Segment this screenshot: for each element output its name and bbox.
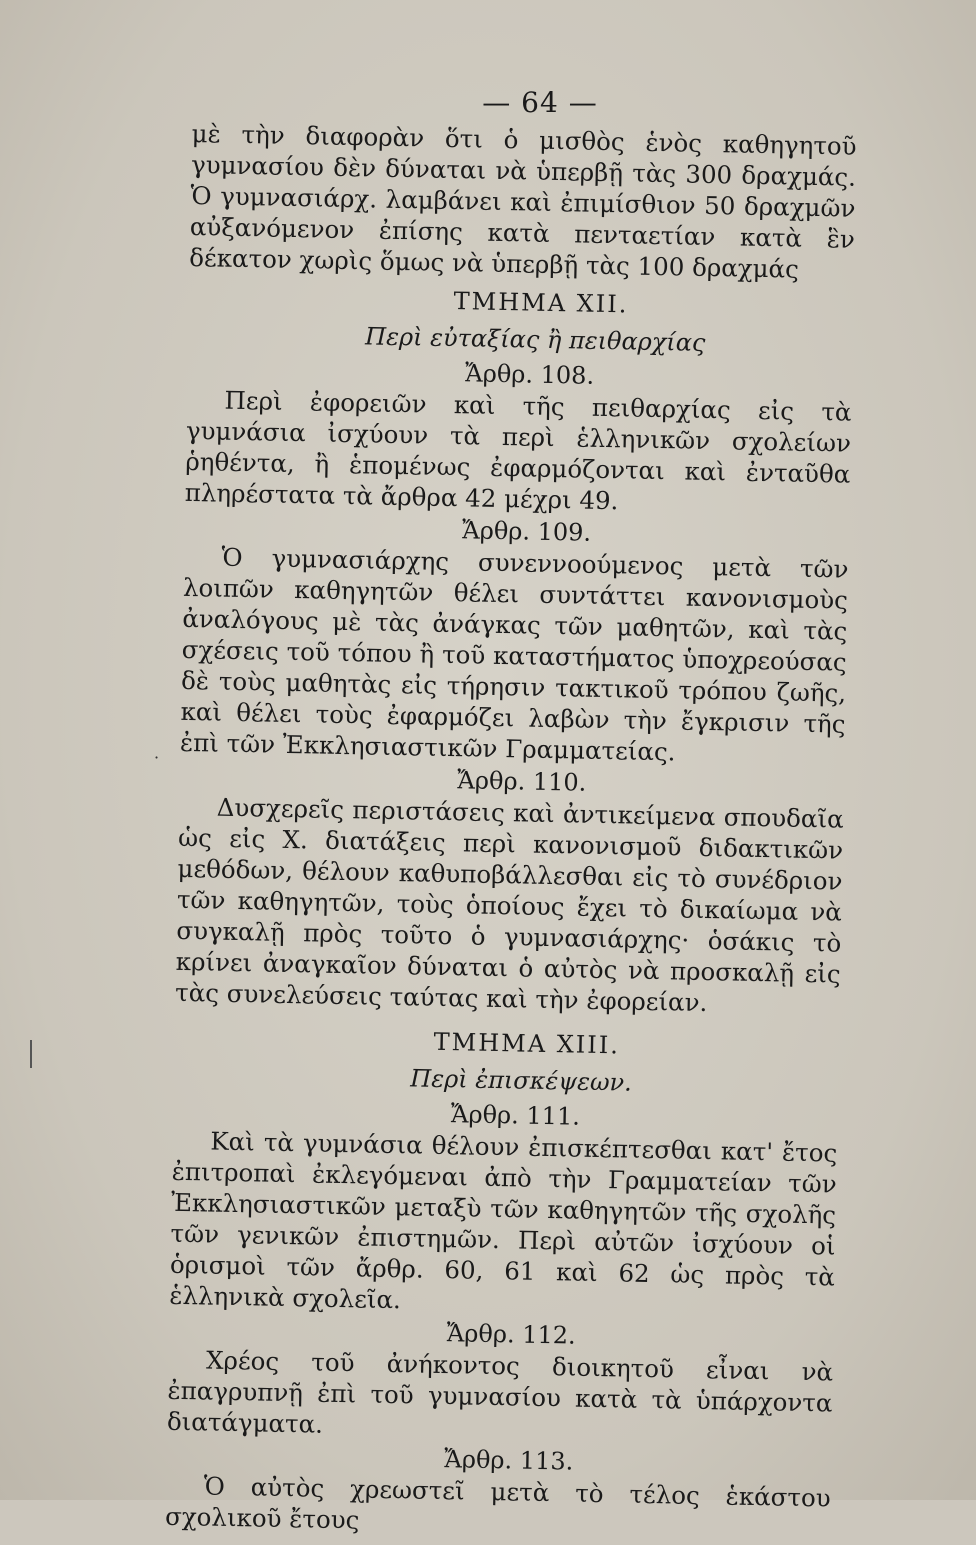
page-body [165, 118, 857, 1545]
article-109-text: Ὁ γυμνασιάρχης συνεννοούμενος μετὰ τῶν λοιπῶν καθηγητῶν θέλει συντάττει κανονισμοὺς ἀναλόγους μὲ τὰς ἀνάγκας τῶν μαθητῶν, καὶ τὰς σχέσεις τοῦ τόπου ἢ τοῦ καταστήματος ὑποχρεούσας δὲ τοὺς μαθητὰς εἰς τήρησιν τακτικοῦ τρόπου ζωῆς, καὶ θέλει τοὺς ἐφαρμόζει λαβὼν τὴν ἔγκρισιν τῆς ἐπὶ τῶν Ἐκκλησιαστικῶν Γραμματείας. [179, 542, 849, 767]
section-13-heading: ΤΜΗΜΑ XIII. [433, 1027, 621, 1060]
binding-mark [30, 1040, 32, 1068]
article-113-label: Ἄρθρ. 113. [444, 1445, 574, 1476]
article-110-label: Ἄρθρ. 110. [457, 766, 587, 797]
article-111-label: Ἄρθρ. 111. [450, 1100, 581, 1131]
article-108-text: Περὶ ἐφορειῶν καὶ τῆς πειθαρχίας εἰς τὰ γυμνάσια ἰσχύουν τὰ περὶ ἑλληνικῶν σχολείων ῥηθέντα, ἢ ἑπομένως ἐφαρμόζονται καὶ ἐνταῦθα πληρέστατα τὰ ἄρθρα 42 μέχρι 49. [184, 385, 852, 516]
article-108-label: Ἄρθρ. 108. [464, 359, 595, 390]
article-109-label: Ἄρθρ. 109. [461, 516, 592, 547]
article-113-text: Ὁ αὐτὸς χρεωστεῖ μετὰ τὸ τέλος ἑκάστου σχολικοῦ ἔτους [164, 1471, 831, 1535]
section-12-title: Περὶ εὐταξίας ἢ πειθαρχίας [364, 322, 706, 357]
intro-paragraph: μὲ τὴν διαφορὰν ὅτι ὁ μισθὸς ἑνὸς καθηγητοῦ γυμνασίου δὲν δύναται νὰ ὑπερβῇ τὰς 300 δραχμάς. Ὁ γυμνασιάρχ. λαμβάνει καὶ ἐπιμίσθιον 50 δραχμῶν αὐξανόμενον ἐπίσης κατὰ πενταετίαν κατὰ ἓν δέκατον χωρὶς ὅμως νὰ ὑπερβῇ τὰς 100 δραχμάς [189, 118, 857, 284]
article-110-text: Δυσχερεῖς περιστάσεις καὶ ἀντικείμενα σπουδαῖα ὡς εἰς Χ. διατάξεις περὶ κανονισμοῦ διδακτικῶν μεθόδων, θέλουν καθυποβάλλεσθαι εἰς τὸ συνέδριον τῶν καθηγητῶν, τοὺς ὁποίους ἔχει τὸ δικαίωμα νὰ συγκαλῇ πρὸς τοῦτο ὁ γυμνασιάρχης· ὁσάκις τὸ κρίνει ἀναγκαῖον δύναται ὁ αὐτὸς νὰ προσκαλῇ εἰς τὰς συνελεύσεις ταύτας καὶ τὴν ἐφορείαν. [174, 792, 844, 1018]
article-112-label: Ἄρθρ. 112. [446, 1319, 576, 1350]
margin-dot: · [154, 748, 160, 767]
section-13-title: Περὶ ἐπισκέψεων. [410, 1064, 633, 1097]
article-112-text: Χρέος τοῦ ἀνήκοντος διοικητοῦ εἶναι νὰ ἐπαγρυπνῇ ἐπὶ τοῦ γυμνασίου κατὰ τὰ ὑπάρχοντα διατάγματα. [166, 1345, 834, 1439]
article-111-text: Καὶ τὰ γυμνάσια θέλουν ἐπισκέπτεσθαι κατ' ἔτος ἐπιτροπαὶ ἐκλεγόμεναι ἀπὸ τὴν Γραμματείαν τῶν Ἐκκλησιαστικῶν μεταξὺ τῶν καθηγητῶν τῆς σχολῆς τῶν γενικῶν ἐπιστημῶν. Περὶ αὐτῶν ἰσχύουν οἱ ὁρισμοὶ τῶν ἄρθρ. 60, 61 καὶ 62 ὡς πρὸς τὰ ἑλληνικὰ σχολεῖα. [169, 1126, 838, 1315]
page-number: — 64 — [482, 86, 598, 119]
section-12-heading: ΤΜΗΜΑ XII. [453, 287, 629, 319]
